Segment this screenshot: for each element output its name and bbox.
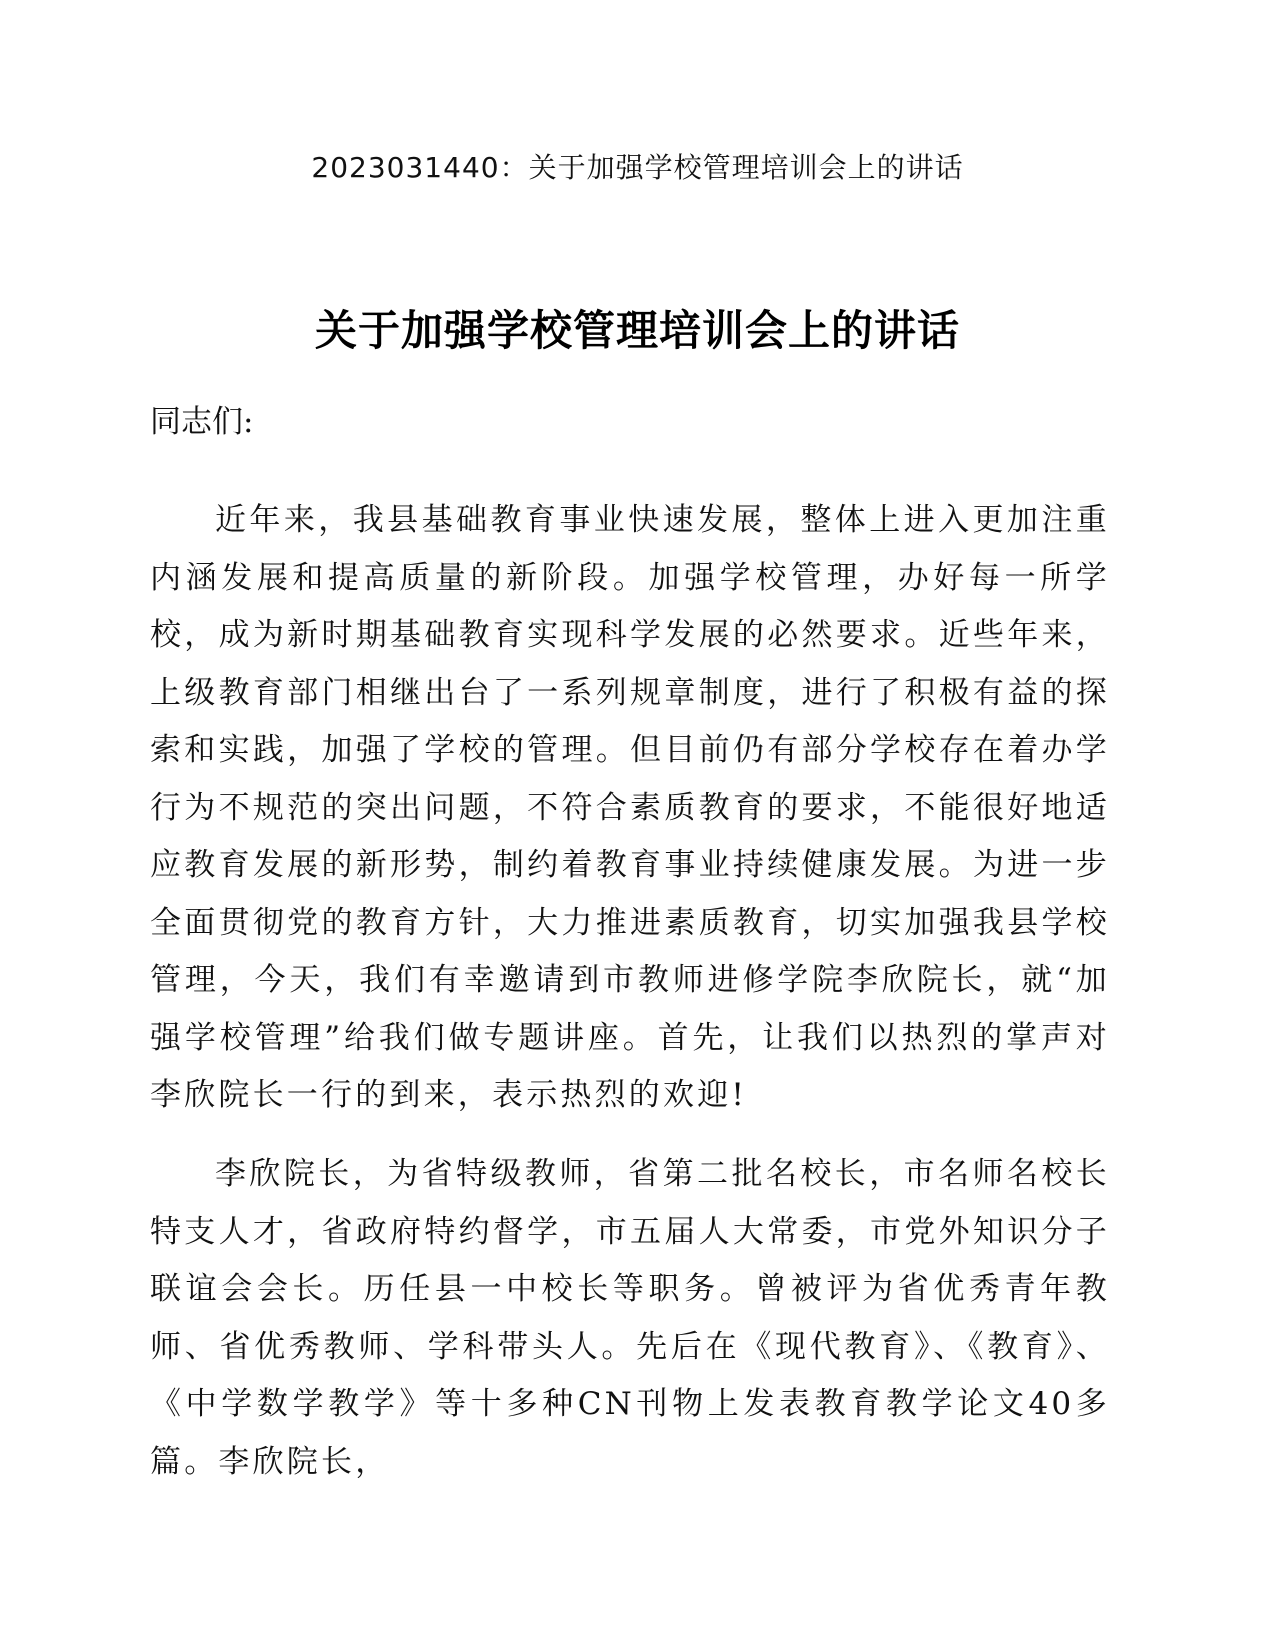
document-header: 2023031440：关于加强学校管理培训会上的讲话 (311, 151, 964, 184)
body-paragraph: 近年来，我县基础教育事业快速发展，整体上进入更加注重内涵发展和提高质量的新阶段。加强学校管理，办好每一所学校，成为新时期基础教育实现科学发展的必然要求。近些年来，上级教育部门相继出台了一系列规章制度，进行了积极有益的探索和实践，加强了学校的管理。但目前仍有部分学校存在着办学行为不规范的突出问题，不符合素质教育的要求，不能很好地适应教育发展的新形势，制约着教育事业持续健康发展。为进一步全面贯彻党的教育方针，大力推进素质教育，切实加强我县学校管理，今天，我们有幸邀请到市教师进修学院李欣院长，就“加强学校管理”给我们做专题讲座。首先，让我们以热烈的掌声对李欣院长一行的到来，表示热烈的欢迎! (150, 502, 1110, 1113)
document-title: 关于加强学校管理培训会上的讲话 (314, 306, 960, 355)
salutation: 同志们: (150, 404, 254, 440)
body-paragraph: 李欣院长，为省特级教师，省第二批名校长，市名师名校长特支人才，省政府特约督学，市五届人大常委，市党外知识分子联谊会会长。历任县一中校长等职务。曾被评为省优秀青年教师、省优秀教师、学科带头人。先后在《现代教育》、《教育》、《中学数学教学》等十多种CN刊物上发表教育教学论文40多篇。李欣院长， (150, 1156, 1110, 1480)
